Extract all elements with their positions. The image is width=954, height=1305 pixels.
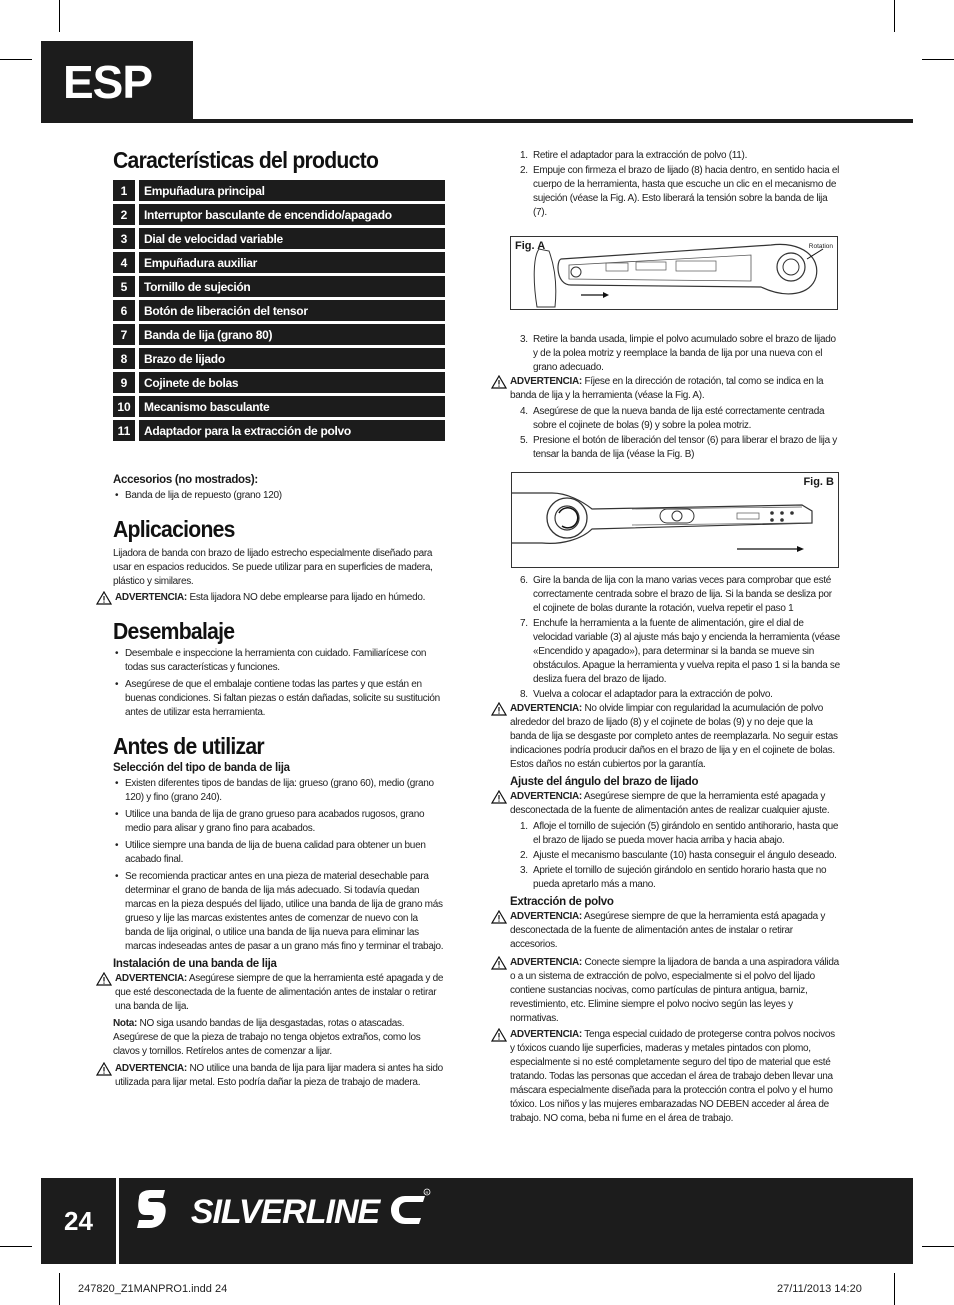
warning-text: Asegúrese siempre de que la herramienta está apagada y desconectada de la fuente de alimentación antes de instalar o retirar accesorios. [510, 911, 826, 950]
list-item [508, 864, 840, 892]
list-item [508, 405, 840, 433]
step-text: Gire la banda de lija con la mano varias veces para comprobar que esté correctamente centrada sobre el brazo de lija. Si la banda se desliza por el cojinete de bolas durante la rotación, vuelva repetir el paso 1 [533, 575, 832, 614]
step-list [508, 149, 840, 220]
crop-mark [0, 59, 32, 60]
step-number: 2. [520, 165, 528, 176]
feature-label: Botón de liberación del tensor [139, 300, 445, 321]
warning [508, 910, 840, 952]
step-text: Presione el botón de liberación del tensor (6) para liberar el brazo de lija y tensar la banda de lija (véase la Fig. B) [533, 435, 838, 460]
step-text: Enchufe la herramienta a la fuente de alimentación, gire el dial de velocidad variable (3) al ajuste más bajo y encienda la herramienta (véase «Encendido y apagado»), para determinar si la banda se mueve sin obstáculos. Apague la herramienta y vuelva repita el paso 1 si la banda se desliza fuera del brazo de lijado. [533, 618, 840, 685]
right-column [508, 148, 840, 1126]
crop-mark [59, 1273, 60, 1305]
feature-label: Adaptador para la extracción de polvo [139, 420, 445, 441]
list-item [508, 617, 840, 687]
warning-icon [491, 910, 507, 924]
warning-icon [491, 702, 507, 716]
warning-icon [491, 790, 507, 804]
left-column [113, 148, 445, 1090]
step-number: 2. [520, 850, 528, 861]
crop-mark [59, 0, 60, 32]
applications-text: Lijadora de banda con brazo de lijado estrecho especialmente diseñado para usar en espacios reducidos. Se puede utilizar para en superficies de madera, plástico y similares. [113, 547, 433, 587]
feature-label: Cojinete de bolas [139, 372, 445, 393]
crop-mark [894, 0, 895, 32]
applications-title: Aplicaciones [113, 516, 235, 543]
warning-label: ADVERTENCIA: [115, 591, 187, 603]
warning-text: NO utilice una banda de lija para lijar madera si antes ha sido utilizada para lijar metal. Esto podría dañar la pieza de trabajo de madera. [115, 1063, 443, 1089]
feature-row [113, 300, 445, 321]
warning-text: Asegúrese siempre de que la herramienta esté apagada y de que esté desconectada de la fuente de alimentación antes de instalar o retirar una banda de lija. [115, 973, 444, 1013]
list-item [508, 164, 840, 220]
warning-text: Esta lijadora NO debe emplearse para lijado en húmedo. [189, 591, 426, 603]
warning-label: ADVERTENCIA: [115, 1063, 187, 1075]
note-text: NO siga usando bandas de lija desgastadas, rotas o atascadas. Asegúrese de que la pieza de trabajo no tenga objetos extraños, como los clavos y tornillos. Retírelos antes de comenzar a lijar. [113, 1018, 421, 1058]
step-text: Empuje con firmeza el brazo de lijado (8) hacia dentro, en sentido hacia el cuerpo de la herramienta, hasta que escuche un clic en el mecanismo de sujeción (véase la Fig. A). Esto liberará la tensión sobre la banda de lija (7). [533, 165, 840, 218]
step-text: Apriete el tornillo de sujeción girándolo en sentido horario hasta que no pueda apretarlo más a mano. [533, 865, 827, 890]
feature-row [113, 420, 445, 441]
language-code: ESP [63, 56, 153, 108]
list-item: • Banda de lija de repuesto (grano 120) [113, 489, 445, 503]
unpacking-title: Desembalaje [113, 617, 235, 644]
before-use-title: Antes de utilizar [113, 732, 264, 759]
feature-label: Brazo de lijado [139, 348, 445, 369]
step-text: Retire el adaptador para la extracción de polvo (11). [533, 150, 748, 161]
step-text: Ajuste el mecanismo basculante (10) hasta conseguir el ángulo deseado. [533, 850, 837, 861]
feature-number: 2 [113, 204, 135, 225]
date-slug: 27/11/2013 14:20 [777, 1283, 862, 1295]
list-item: • Existen diferentes tipos de bandas de lija: grueso (grano 60), medio (grano 120) y fino (grano 240). [113, 777, 445, 805]
rotation-label: Rotation [808, 243, 833, 250]
sandpaper-type-list [113, 777, 445, 954]
list-item [508, 149, 840, 163]
feature-label: Mecanismo basculante [139, 396, 445, 417]
step-number: 4. [520, 406, 528, 417]
step-number: 1. [520, 150, 528, 161]
warning-text: Tenga especial cuidado de protegerse contra polvos nocivos y tóxicos cuando lije superficies, maderas y metales pintados con plomo, especialmente si no esté completamente seguro del tipo de material que esté tratando. Todas las personas que accedan el área de trabajo deben llevar una máscara especialmente diseñada para la protección contra el polvo y el humo tóxico. Los niños y las mujeres embarazadas NO DEBEN acceder al área de trabajo. NO coma, beba ni fume en el área de trabajo. [510, 1029, 835, 1124]
feature-label: Interruptor basculante de encendido/apagado [139, 204, 445, 225]
feature-row [113, 324, 445, 345]
step-text: Asegúrese de que la nueva banda de lija esté correctamente centrada sobre el cojinete de bolas (9) y sobre la polea motriz. [533, 406, 825, 431]
step-text: Retire la banda usada, limpie el polvo acumulado sobre el brazo de lijado y de la polea motriz y reemplace la banda de lija por una nueva con el grano adecuado. [533, 334, 836, 373]
note [113, 1017, 445, 1059]
figure-a [510, 236, 838, 310]
warning-label: ADVERTENCIA: [510, 911, 582, 922]
warning-icon [491, 1028, 507, 1042]
feature-label: Dial de velocidad variable [139, 228, 445, 249]
warning-label: ADVERTENCIA: [510, 957, 582, 968]
feature-label: Empuñadura principal [139, 180, 445, 201]
header-rule [193, 119, 913, 123]
list-item [508, 333, 840, 375]
list-item: • Utilice siempre una banda de lija de buena calidad para obtener un buen acabado final. [113, 839, 445, 867]
warning [113, 1062, 445, 1090]
feature-row [113, 204, 445, 225]
feature-row [113, 252, 445, 273]
feature-number: 11 [113, 420, 135, 441]
features-title: Características del producto [113, 147, 379, 173]
list-item [508, 434, 840, 462]
list-item [508, 574, 840, 616]
list-item [508, 849, 840, 863]
step-number: 5. [520, 435, 528, 446]
feature-number: 5 [113, 276, 135, 297]
silverline-logo [135, 1188, 435, 1236]
feature-label: Empuñadura auxiliar [139, 252, 445, 273]
warning-text: Asegúrese siempre de que la herramienta esté apagada y desconectada de la fuente de alimentación antes de realizar cualquier ajuste. [510, 791, 830, 816]
step-number: 3. [520, 334, 528, 345]
warning-label: ADVERTENCIA: [510, 791, 582, 802]
feature-list [113, 180, 445, 441]
warning-icon [96, 591, 112, 605]
step-text: Vuelva a colocar el adaptador para la extracción de polvo. [533, 689, 773, 700]
warning-icon [491, 956, 507, 970]
sander-illustration [511, 237, 839, 311]
figure-label: Fig. B [803, 476, 834, 488]
crop-mark [894, 1273, 895, 1305]
feature-label: Banda de lija (grano 80) [139, 324, 445, 345]
step-list [508, 574, 840, 702]
feature-number: 1 [113, 180, 135, 201]
warning-text: No olvide limpiar con regularidad la acumulación de polvo alrededor del brazo de lijado (8) y el cojinete de bolas (9) y no deje que la banda de lija se desgaste por completo antes de reemplazarla. No seguir estas indicaciones podría producir daños en el brazo de lija y en el cojinete de bolas. Estos daños no están cubiertos por la garantía. [510, 703, 838, 770]
feature-label: Tornillo de sujeción [139, 276, 445, 297]
warning [508, 956, 840, 1026]
step-number: 1. [520, 821, 528, 832]
subheading: Selección del tipo de banda de lija [113, 762, 290, 775]
step-number: 8. [520, 689, 528, 700]
step-list [508, 405, 840, 462]
warning [508, 790, 840, 818]
feature-row [113, 276, 445, 297]
warning-icon [96, 1062, 112, 1076]
warning-label: ADVERTENCIA: [510, 703, 582, 714]
step-list [508, 333, 840, 375]
warning [508, 702, 840, 772]
feature-row [113, 348, 445, 369]
warning [508, 1028, 840, 1126]
feature-row [113, 372, 445, 393]
crop-mark [922, 1246, 954, 1247]
step-number: 3. [520, 865, 528, 876]
feature-row [113, 396, 445, 417]
logo-text: SILVERLINE [190, 1193, 380, 1231]
list-item: • Asegúrese de que el embalaje contiene todas las partes y que están en buenas condiciones. Si faltan piezas o están dañadas, solicite su sustitución antes de utilizar esta herramienta. [113, 678, 445, 720]
warning-label: ADVERTENCIA: [510, 1029, 582, 1040]
feature-number: 3 [113, 228, 135, 249]
warning-text: Conecte siempre la lijadora de banda a una aspiradora válida o a un sistema de extracción de polvo, especialmente si el polvo del lijado contiene sustancias nocivas, como partículas de pintura antigua, barniz, revestimiento, etc. Elimine siempre el polvo nocivo según las leyes y normativas. [510, 957, 839, 1024]
footer-divider [116, 1178, 119, 1264]
warning [508, 375, 840, 403]
crop-mark [0, 1246, 32, 1247]
file-slug: 247820_Z1MANPRO1.indd 24 [78, 1283, 228, 1295]
crop-mark [922, 59, 954, 60]
figure-b [511, 472, 839, 568]
feature-number: 7 [113, 324, 135, 345]
warning-label: ADVERTENCIA: [510, 376, 582, 387]
feature-number: 6 [113, 300, 135, 321]
list-item: • Se recomienda practicar antes en una pieza de material desechable para determinar el grano de banda de lija más adecuado. Si todavía quedan marcas en la pieza después del lijado, utilice una banda de lija de grano más grueso y lije las marcas existentes antes de comenzar de nuevo con la banda de lija original, o utilice una banda de lija nueva para eliminar las marcas indeseadas antes de pasar a un grano más fino y terminar el trabajo. [113, 870, 445, 954]
step-number: 7. [520, 618, 528, 629]
figure-label: Fig. A [515, 240, 546, 252]
list-item: • Desembale e inspeccione la herramienta con cuidado. Familiarícese con todas sus características y funciones. [113, 647, 445, 675]
step-text: Afloje el tornillo de sujeción (5) girándolo en sentido antihorario, hasta que el brazo de lijado se pueda mover hacia arriba y hacia abajo. [533, 821, 839, 846]
list-item: • Utilice una banda de lija de grano grueso para acabados rugosos, grano medio para alisar y grano fino para acabados. [113, 808, 445, 836]
svg-text:R: R [425, 1190, 429, 1195]
page-number: 24 [64, 1205, 93, 1236]
unpacking-list [113, 647, 445, 720]
warning [113, 591, 445, 605]
feature-number: 8 [113, 348, 135, 369]
step-list [508, 820, 840, 892]
subheading: Ajuste del ángulo del brazo de lijado [510, 776, 699, 788]
language-tab [41, 41, 193, 123]
accessories-list [113, 489, 445, 503]
sander-illustration [512, 473, 840, 569]
feature-row [113, 180, 445, 201]
feature-number: 10 [113, 396, 135, 417]
feature-number: 9 [113, 372, 135, 393]
warning-icon [491, 375, 507, 389]
note-label: Nota: [113, 1018, 138, 1030]
warning-label: ADVERTENCIA: [115, 973, 187, 985]
feature-row [113, 228, 445, 249]
subheading: Extracción de polvo [510, 896, 614, 908]
warning-icon [96, 972, 112, 986]
accessories-title: Accesorios (no mostrados): [113, 474, 258, 487]
list-item [508, 688, 840, 702]
subheading: Instalación de una banda de lija [113, 958, 277, 971]
list-item [508, 820, 840, 848]
step-number: 6. [520, 575, 528, 586]
warning [113, 972, 445, 1014]
warning-text: Fíjese en la dirección de rotación, tal como se indica en la banda de lija y la herramienta (véase la Fig. A). [510, 376, 824, 401]
feature-number: 4 [113, 252, 135, 273]
